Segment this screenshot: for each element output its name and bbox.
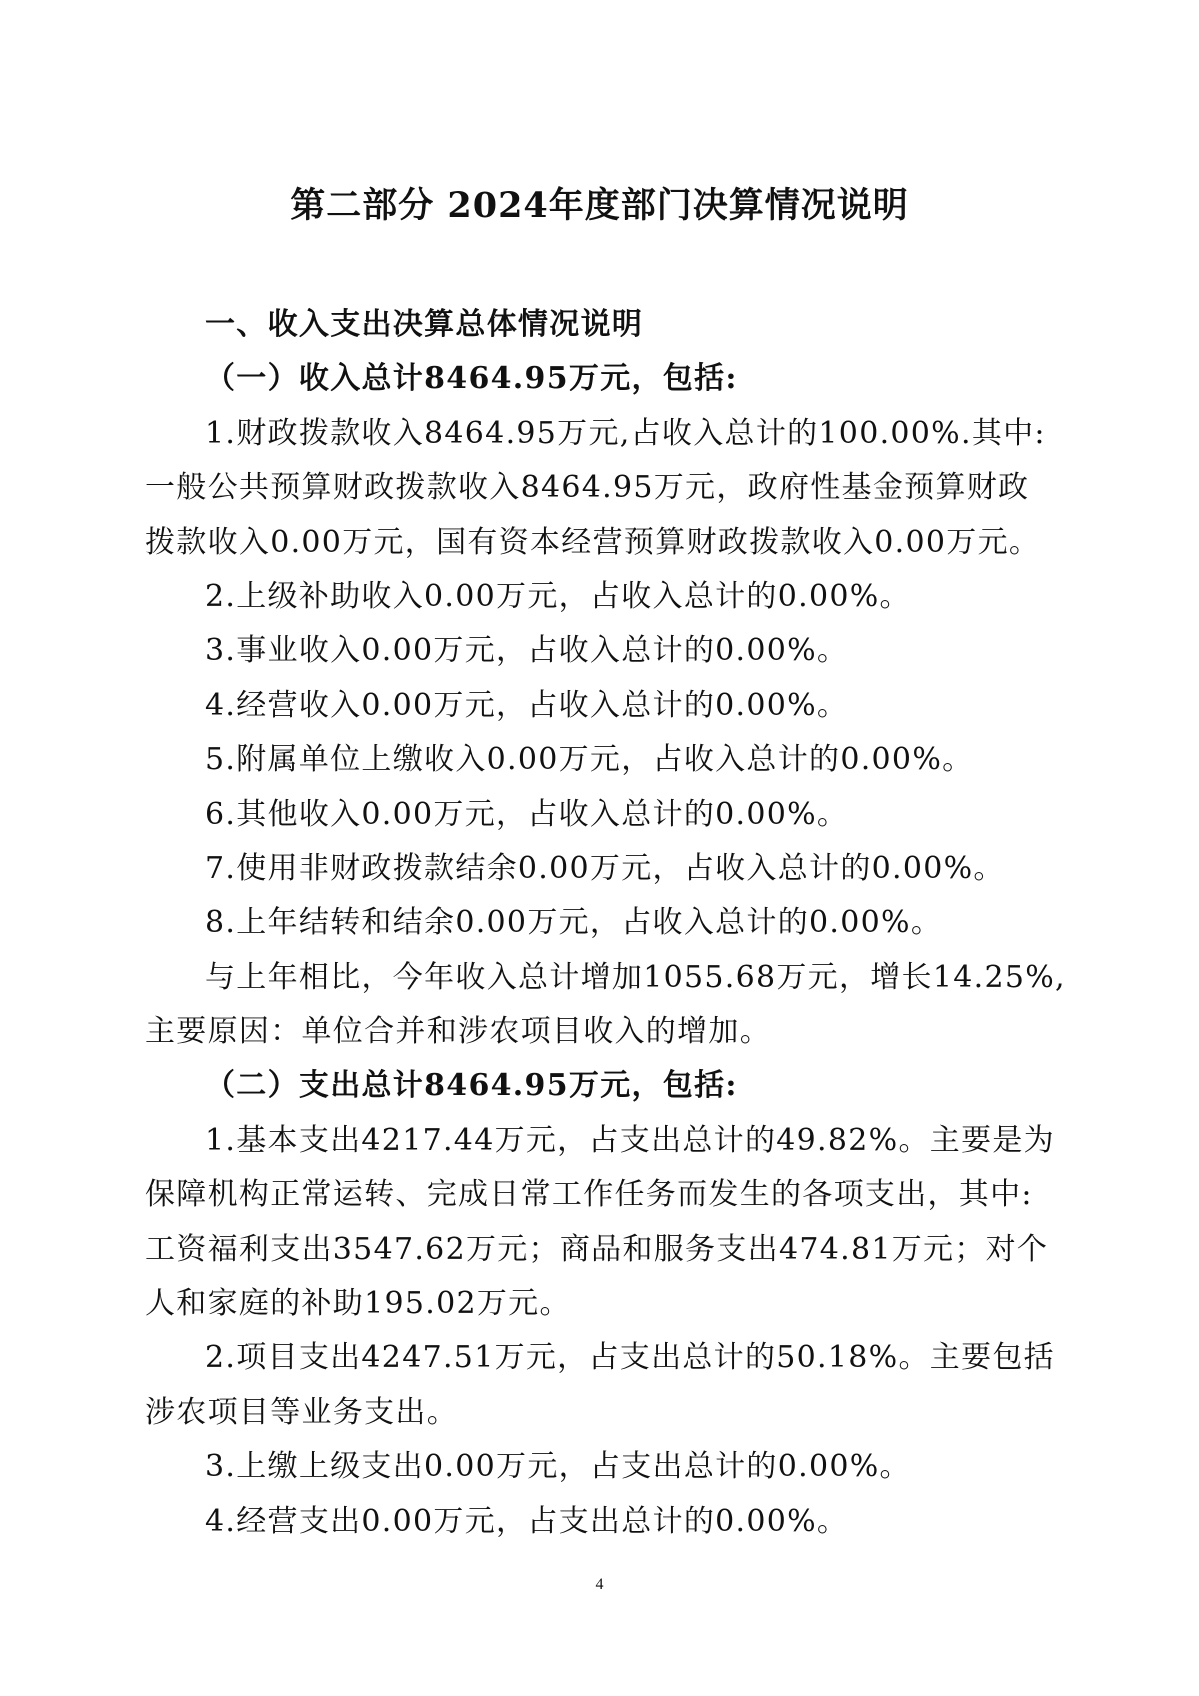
- paragraph-line: 2.上级补助收入0.00万元，占收入总计的0.00%。: [205, 578, 911, 614]
- paragraph-line: 7.使用非财政拨款结余0.00万元，占收入总计的0.00%。: [205, 850, 1005, 886]
- paragraph-line: 8.上年结转和结余0.00万元，占收入总计的0.00%。: [205, 905, 943, 941]
- paragraph-line: 工资福利支出3547.62万元；商品和服务支出474.81万元；对个: [145, 1231, 1049, 1267]
- paragraph-line: 主要原因：单位合并和涉农项目收入的增加。: [145, 1014, 771, 1050]
- paragraph-line: 4.经营支出0.00万元，占支出总计的0.00%。: [205, 1503, 849, 1539]
- paragraph-line: 3.上缴上级支出0.00万元，占支出总计的0.00%。: [205, 1449, 911, 1485]
- paragraph-line: 与上年相比，今年收入总计增加1055.68万元，增长14.25%,: [205, 959, 1066, 995]
- paragraph-line: 保障机构正常运转、完成日常工作任务而发生的各项支出，其中:: [145, 1177, 1033, 1213]
- paragraph-line: 人和家庭的补助195.02万元。: [145, 1286, 571, 1322]
- paragraph-line: 一般公共预算财政拨款收入8464.95万元，政府性基金预算财政: [145, 470, 1030, 506]
- paragraph-line: 3.事业收入0.00万元，占收入总计的0.00%。: [205, 633, 849, 669]
- paragraph-line: 2.项目支出4247.51万元，占支出总计的50.18%。主要包括: [205, 1340, 1055, 1376]
- paragraph-line: 涉农项目等业务支出。: [145, 1394, 458, 1430]
- paragraph-line: 6.其他收入0.00万元，占收入总计的0.00%。: [205, 796, 849, 832]
- page-number: 4: [595, 1576, 604, 1593]
- page-title: 第二部分 2024年度部门决算情况说明: [290, 185, 909, 226]
- section-heading: 一、收入支出决算总体情况说明: [205, 307, 644, 342]
- paragraph-line: 1.基本支出4217.44万元，占支出总计的49.82%。主要是为: [205, 1122, 1055, 1158]
- document-body: [145, 298, 1066, 1549]
- paragraph-line: 1.财政拨款收入8464.95万元,占收入总计的100.00%.其中:: [205, 415, 1046, 451]
- paragraph-line: 拨款收入0.00万元，国有资本经营预算财政拨款收入0.00万元。: [145, 524, 1041, 560]
- paragraph-line: 5.附属单位上缴收入0.00万元，占收入总计的0.00%。: [205, 742, 974, 778]
- expense-heading: （二）支出总计8464.95万元，包括:: [205, 1068, 738, 1104]
- paragraph-line: 4.经营收入0.00万元，占收入总计的0.00%。: [205, 687, 849, 723]
- income-heading: （一）收入总计8464.95万元，包括:: [205, 361, 738, 397]
